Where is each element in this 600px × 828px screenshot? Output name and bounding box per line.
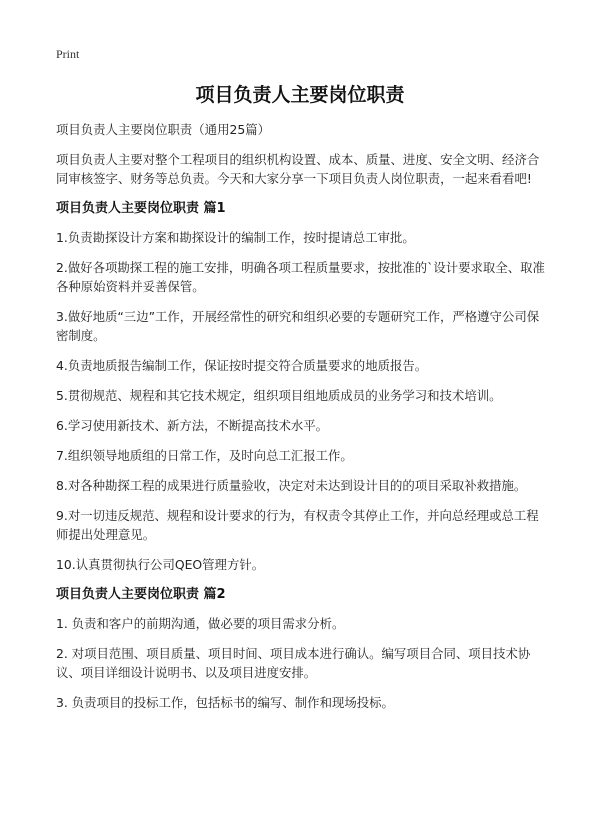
section-1 (56, 199, 548, 574)
list-item: 9.对一切违反规范、规程和设计要求的行为，有权责令其停止工作，并向总经理或总工程师提出处理意见。 (56, 508, 539, 542)
list-item: 3.做好地质“三边”工作，开展经常性的研究和组织必要的专题研究工作，严格遵守公司保密制度。 (56, 309, 540, 343)
section-heading: 项目负责人主要岗位职责 篇1 (56, 201, 226, 216)
page-title: 项目负责人主要岗位职责 (195, 84, 405, 106)
section-2 (56, 585, 548, 712)
list-item: 1. 负责和客户的前期沟通，做必要的项目需求分析。 (56, 616, 345, 631)
list-item: 2.做好各项勘探工程的施工安排，明确各项工程质量要求，按批准的`设计要求取全、取准各种原始资料并妥善保管。 (56, 260, 545, 294)
list-item: 7.组织领导地质组的日常工作，及时向总工汇报工作。 (56, 448, 353, 463)
subtitle: 项目负责人主要岗位职责（通用25篇） (56, 122, 271, 137)
section-heading: 项目负责人主要岗位职责 篇2 (56, 587, 226, 602)
list-item: 3. 负责项目的投标工作，包括标书的编写、制作和现场投标。 (56, 695, 394, 710)
list-item: 5.贯彻规范、规程和其它技术规定，组织项目组地质成员的业务学习和技术培训。 (56, 388, 502, 403)
intro-paragraph: 项目负责人主要对整个工程项目的组织机构设置、成本、质量、进度、安全文明、经济合同审核签字、财务等总负责。今天和大家分享一下项目负责人岗位职责，一起来看看吧! (56, 152, 540, 186)
list-item: 10.认真贯彻执行公司QEO管理方针。 (56, 557, 265, 572)
document-body (56, 120, 548, 723)
print-label: Print (56, 47, 80, 61)
list-item: 2. 对项目范围、项目质量、项目时间、项目成本进行确认。编写项目合同、项目技术协议、项目详细设计说明书、以及项目进度安排。 (56, 646, 531, 680)
list-item: 4.负责地质报告编制工作，保证按时提交符合质量要求的地质报告。 (56, 358, 428, 373)
list-item: 1.负责勘探设计方案和勘探设计的编制工作，按时提请总工审批。 (56, 230, 415, 245)
list-item: 6.学习使用新技术、新方法，不断提高技术水平。 (56, 418, 329, 433)
list-item: 8.对各种勘探工程的成果进行质量验收，决定对未达到设计目的的项目采取补救措施。 (56, 478, 527, 493)
